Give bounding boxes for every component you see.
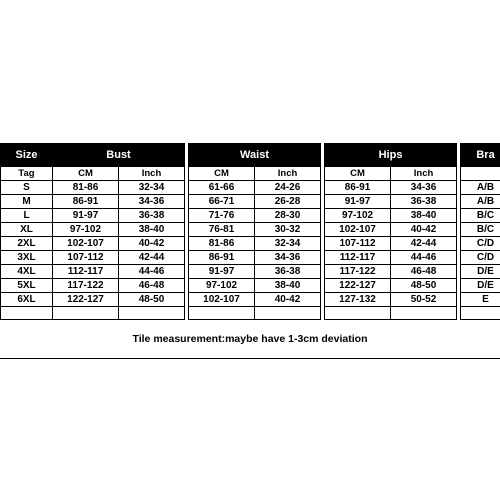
- bra-cell: C/D: [461, 237, 500, 251]
- bra-subheader-empty: [461, 167, 500, 181]
- waist-inch-cell: 36-38: [255, 265, 321, 279]
- waist-cm-cell: 91-97: [189, 265, 255, 279]
- hips-header: Hips: [325, 144, 457, 167]
- hips-inch-cell: 50-52: [391, 293, 457, 307]
- bust-cm-cell: 107-112: [53, 251, 119, 265]
- table-row: [1, 181, 500, 195]
- size-label-cell: S: [1, 181, 53, 195]
- bust-cm-cell: 102-107: [53, 237, 119, 251]
- table-row: [1, 195, 500, 209]
- bust-cm-cell: 81-86: [53, 181, 119, 195]
- waist-inch-cell: 30-32: [255, 223, 321, 237]
- bust-inch-cell: 36-38: [119, 209, 185, 223]
- size-label-cell: 4XL: [1, 265, 53, 279]
- waist-inch-cell: 40-42: [255, 293, 321, 307]
- bust-inch-cell: 40-42: [119, 237, 185, 251]
- waist-inch-cell: 28-30: [255, 209, 321, 223]
- bust-header: Bust: [53, 144, 185, 167]
- size-label-cell: M: [1, 195, 53, 209]
- hips-cm-cell: 86-91: [325, 181, 391, 195]
- bust-cm-cell: 122-127: [53, 293, 119, 307]
- waist-cm-cell: 102-107: [189, 293, 255, 307]
- size-label-cell: 2XL: [1, 237, 53, 251]
- bust-inch-cell: 48-50: [119, 293, 185, 307]
- table-row: [1, 279, 500, 293]
- bra-cell: D/E: [461, 279, 500, 293]
- waist-inch-cell: 38-40: [255, 279, 321, 293]
- hips-cm-cell: 97-102: [325, 209, 391, 223]
- measurement-note: Tile measurement:maybe have 1-3cm deviation: [132, 333, 368, 345]
- size-label-cell: L: [1, 209, 53, 223]
- bust-cm-cell: 97-102: [53, 223, 119, 237]
- bust-cm-cell: 91-97: [53, 209, 119, 223]
- bra-cell: E: [461, 293, 500, 307]
- waist-inch-cell: 26-28: [255, 195, 321, 209]
- bra-cell: A/B: [461, 195, 500, 209]
- hips-cm-cell: 117-122: [325, 265, 391, 279]
- size-header: Size: [1, 144, 53, 167]
- size-table: [0, 143, 500, 320]
- note-divider: [0, 358, 500, 359]
- size-chart: [0, 143, 500, 320]
- size-label-cell: 6XL: [1, 293, 53, 307]
- hips-inch-subheader: Inch: [391, 167, 457, 181]
- bra-cell: D/E: [461, 265, 500, 279]
- waist-header: Waist: [189, 144, 321, 167]
- waist-cm-cell: 66-71: [189, 195, 255, 209]
- hips-inch-cell: 44-46: [391, 251, 457, 265]
- bust-cm-subheader: CM: [53, 167, 119, 181]
- waist-cm-cell: 76-81: [189, 223, 255, 237]
- hips-inch-cell: 42-44: [391, 237, 457, 251]
- size-label-cell: 3XL: [1, 251, 53, 265]
- hips-cm-cell: 91-97: [325, 195, 391, 209]
- waist-inch-cell: 24-26: [255, 181, 321, 195]
- bra-cell: B/C: [461, 223, 500, 237]
- hips-cm-cell: 127-132: [325, 293, 391, 307]
- table-row: [1, 237, 500, 251]
- hips-inch-cell: 38-40: [391, 209, 457, 223]
- waist-cm-cell: 97-102: [189, 279, 255, 293]
- bust-cm-cell: 112-117: [53, 265, 119, 279]
- bust-inch-cell: 42-44: [119, 251, 185, 265]
- hips-inch-cell: 36-38: [391, 195, 457, 209]
- bra-header: Bra: [461, 144, 500, 167]
- hips-cm-cell: 102-107: [325, 223, 391, 237]
- bra-cell: C/D: [461, 251, 500, 265]
- hips-cm-cell: 107-112: [325, 237, 391, 251]
- waist-cm-cell: 61-66: [189, 181, 255, 195]
- waist-cm-cell: 86-91: [189, 251, 255, 265]
- bust-inch-cell: 44-46: [119, 265, 185, 279]
- blank-row: [1, 307, 500, 320]
- bust-inch-cell: 46-48: [119, 279, 185, 293]
- bust-inch-cell: 34-36: [119, 195, 185, 209]
- table-row: [1, 251, 500, 265]
- waist-cm-cell: 81-86: [189, 237, 255, 251]
- size-label-cell: 5XL: [1, 279, 53, 293]
- hips-cm-subheader: CM: [325, 167, 391, 181]
- hips-cm-cell: 112-117: [325, 251, 391, 265]
- bra-cell: A/B: [461, 181, 500, 195]
- size-label-cell: XL: [1, 223, 53, 237]
- waist-inch-subheader: Inch: [255, 167, 321, 181]
- bust-inch-cell: 38-40: [119, 223, 185, 237]
- table-row: [1, 293, 500, 307]
- bra-cell: B/C: [461, 209, 500, 223]
- tag-subheader: Tag: [1, 167, 53, 181]
- table-row: [1, 209, 500, 223]
- subheader-row: [1, 167, 500, 181]
- bust-inch-cell: 32-34: [119, 181, 185, 195]
- hips-inch-cell: 46-48: [391, 265, 457, 279]
- table-row: [1, 223, 500, 237]
- hips-inch-cell: 48-50: [391, 279, 457, 293]
- bust-cm-cell: 86-91: [53, 195, 119, 209]
- waist-cm-cell: 71-76: [189, 209, 255, 223]
- waist-inch-cell: 34-36: [255, 251, 321, 265]
- bust-inch-subheader: Inch: [119, 167, 185, 181]
- hips-inch-cell: 34-36: [391, 181, 457, 195]
- bust-cm-cell: 117-122: [53, 279, 119, 293]
- waist-cm-subheader: CM: [189, 167, 255, 181]
- hips-cm-cell: 122-127: [325, 279, 391, 293]
- header-row: [1, 144, 500, 167]
- waist-inch-cell: 32-34: [255, 237, 321, 251]
- hips-inch-cell: 40-42: [391, 223, 457, 237]
- table-row: [1, 265, 500, 279]
